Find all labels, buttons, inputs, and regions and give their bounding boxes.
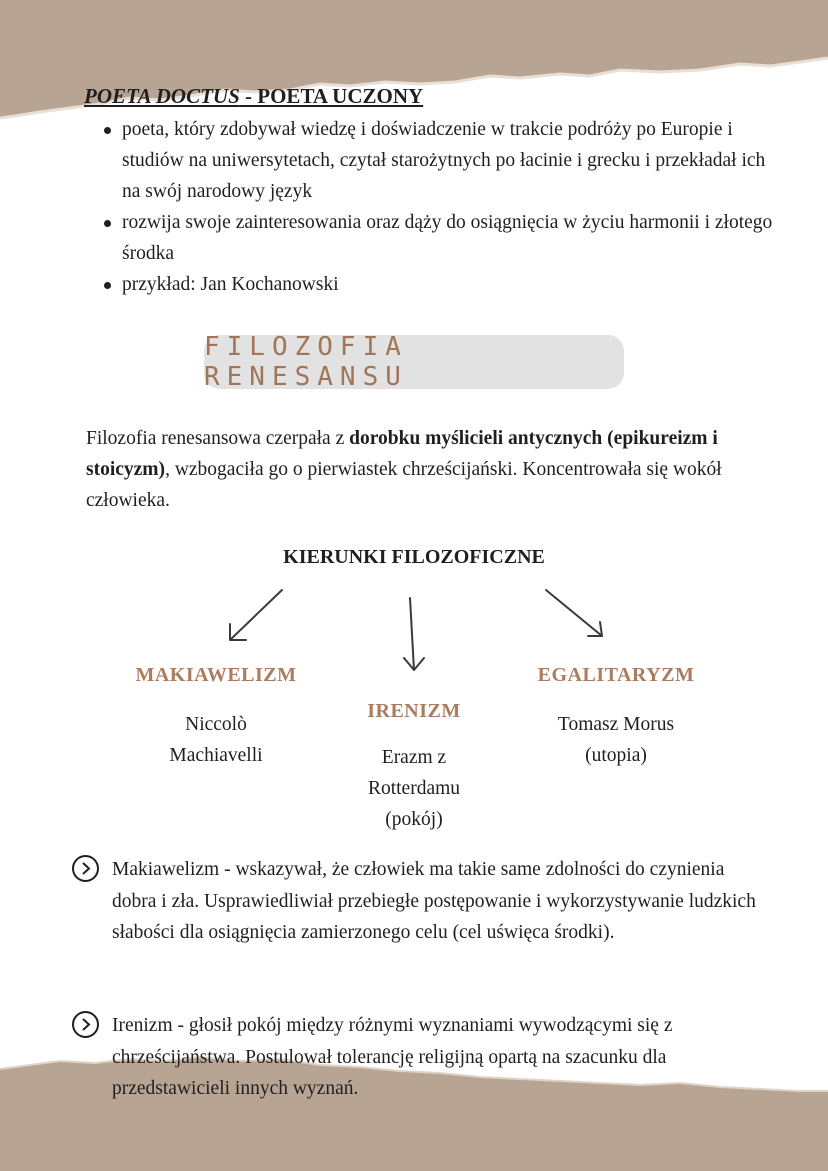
kierunki-title: KIERUNKI FILOZOFICZNE: [283, 546, 545, 568]
col-line: Niccolò: [185, 714, 247, 735]
intro-text-2: , wzbogaciła go o pierwiastek chrześcijański. Koncentrowała się wokół człowieka.: [86, 459, 722, 511]
bullet-item: przykład: Jan Kochanowski: [100, 269, 780, 300]
point-irenizm: [72, 1010, 762, 1105]
col-line: Erazm z: [381, 747, 447, 768]
point-text: Irenizm - głosił pokój między różnymi wyznaniami wywodzącymi się z chrześcijaństwa. Postulował tolerancję religijną opartą na szacunku dla przedstawicieli innych wyznań.: [112, 1015, 673, 1099]
column-text-egalitaryzm: [506, 709, 726, 771]
column-text-irenizm: [314, 742, 514, 835]
column-title-egalitaryzm: EGALITARYZM: [537, 664, 695, 686]
chevron-circle-icon: [72, 855, 99, 882]
banner-label: FILOZOFIA RENESANSU: [204, 332, 408, 392]
poeta-bullet-list: [100, 114, 780, 300]
column-text-makiawelizm: [116, 709, 316, 771]
col-line: Machiavelli: [169, 745, 263, 766]
arrow-middle: [404, 598, 424, 670]
column-title-makiawelizm: MAKIAWELIZM: [135, 664, 297, 686]
column-title-irenizm: IRENIZM: [367, 700, 461, 722]
col-line: Rotterdamu: [367, 778, 461, 799]
intro-bold-2: (epikureizm i stoicyzm): [86, 428, 718, 480]
col-line: Tomasz Morus: [557, 714, 675, 735]
intro-paragraph: [86, 423, 766, 516]
bullet-item: poeta, który zdobywał wiedzę i doświadczenie w trakcie podróży po Europie i studiów na uniwersytetach, czytał starożytnych po łacinie i grecku i przekładał ich na swój narodowy język: [100, 114, 780, 207]
arrow-right: [546, 590, 602, 636]
intro-text: Filozofia renesansowa czerpała z: [86, 428, 350, 449]
heading-rest: - POETA UCZONY: [239, 84, 424, 108]
intro-bold-1: dorobku myślicieli antycznych: [349, 428, 603, 449]
col-line: (utopia): [585, 745, 647, 766]
chevron-circle-icon: [72, 1011, 99, 1038]
point-makiawelizm: [72, 854, 762, 949]
bullet-item: rozwija swoje zainteresowania oraz dąży do osiągnięcia w życiu harmonii i złotego środka: [100, 207, 780, 269]
heading-italic: POETA DOCTUS: [84, 84, 240, 108]
arrow-left: [230, 590, 282, 640]
poeta-doctus-heading: [84, 84, 423, 109]
col-line: (pokój): [385, 809, 443, 830]
point-text: Makiawelizm - wskazywał, że człowiek ma takie same zdolności do czynienia dobra i zła. Usprawiedliwiał przebiegłe postępowanie i wykorzystywanie ludzkich słabości dla osiągnięcia zamierzonego celu (cel uświęca środki).: [112, 859, 756, 943]
section-banner: [204, 332, 624, 392]
